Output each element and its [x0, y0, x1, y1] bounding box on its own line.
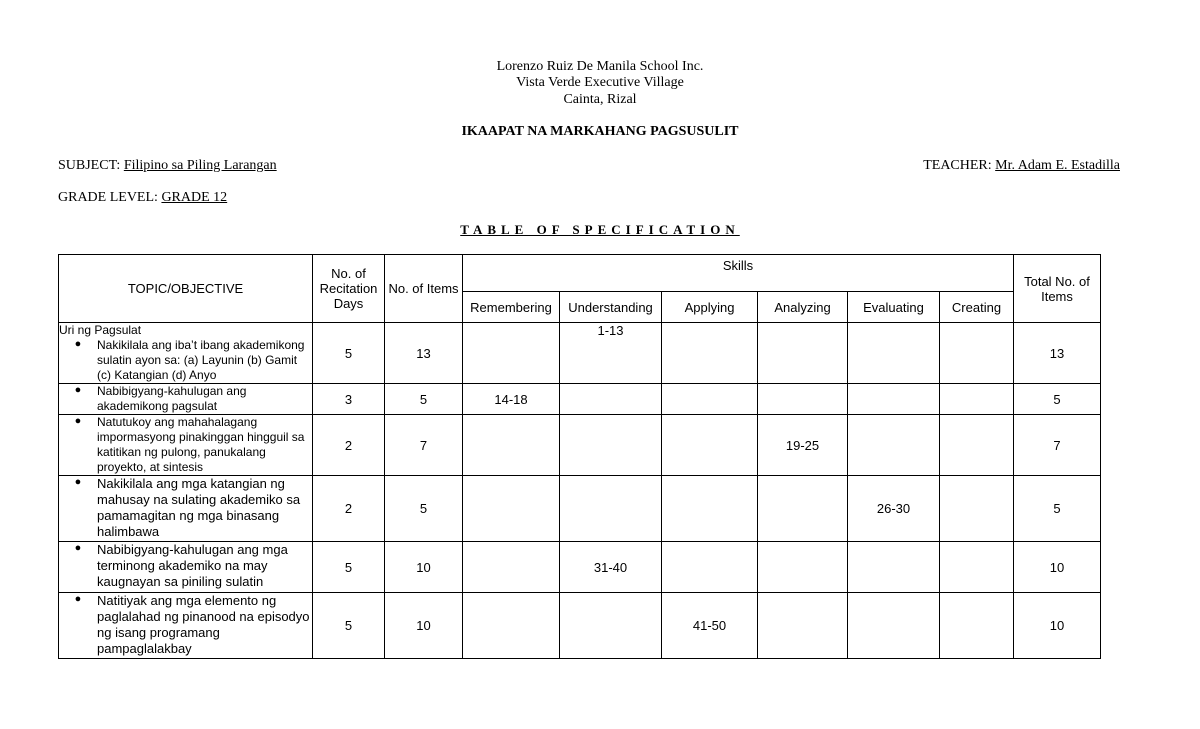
total-header: Total No. of Items [1014, 255, 1101, 323]
analyzing-cell [758, 593, 848, 659]
specification-table [58, 254, 1101, 659]
remembering-cell [463, 323, 560, 384]
topic-cell [59, 593, 313, 659]
items-header: No. of Items [385, 255, 463, 323]
topic-cell [59, 542, 313, 593]
total-cell: 13 [1014, 323, 1101, 384]
objective-text: Nabibigyang-kahulugan ang mga terminong akademiko na may kaugnayan sa piniling sulatin [97, 542, 288, 589]
objective-text: Natutukoy ang mahahalagang impormasyong pinakinggan hingguil sa katitikan ng pulong, panukalang proyekto, at sintesis [97, 415, 305, 474]
analyzing-cell: 19-25 [758, 415, 848, 476]
creating-cell [940, 593, 1014, 659]
items-cell: 10 [385, 593, 463, 659]
table-row [59, 542, 1101, 593]
days-cell: 2 [313, 476, 385, 542]
applying-header: Applying [662, 292, 758, 323]
analyzing-cell [758, 384, 848, 415]
total-cell: 10 [1014, 593, 1101, 659]
bullet-icon: ● [74, 593, 82, 605]
exam-title: IKAAPAT NA MARKAHANG PAGSUSULIT [461, 124, 739, 139]
total-cell: 10 [1014, 542, 1101, 593]
subject-field [58, 158, 277, 174]
applying-cell [662, 476, 758, 542]
grade-level-field [58, 190, 227, 206]
school-city: Cainta, Rizal [563, 92, 637, 107]
items-cell: 13 [385, 323, 463, 384]
understanding-cell: 31-40 [560, 542, 662, 593]
applying-cell [662, 323, 758, 384]
creating-cell [940, 542, 1014, 593]
remembering-cell [463, 593, 560, 659]
topic-cell [59, 415, 313, 476]
evaluating-cell [848, 323, 940, 384]
creating-header: Creating [940, 292, 1014, 323]
applying-cell: 41-50 [662, 593, 758, 659]
teacher-label: TEACHER: [923, 158, 992, 173]
table-row [59, 384, 1101, 415]
total-cell: 5 [1014, 476, 1101, 542]
bullet-icon: ● [74, 476, 82, 488]
items-cell: 5 [385, 476, 463, 542]
topic-cell [59, 476, 313, 542]
objective-text: Nakikilala ang iba’t ibang akademikong sulatin ayon sa: (a) Layunin (b) Gamit (c) Katangian (d) Anyo [97, 338, 305, 382]
teacher-value: Mr. Adam E. Estadilla [995, 158, 1120, 173]
total-cell: 5 [1014, 384, 1101, 415]
remembering-header: Remembering [463, 292, 560, 323]
creating-cell [940, 415, 1014, 476]
subject-value: Filipino sa Piling Larangan [123, 158, 277, 173]
understanding-header: Understanding [560, 292, 662, 323]
evaluating-cell [848, 384, 940, 415]
days-cell: 5 [313, 593, 385, 659]
grade-level-label: GRADE LEVEL: [58, 190, 158, 205]
teacher-field [923, 158, 1120, 174]
applying-cell [662, 415, 758, 476]
objective-text: Nakikilala ang mga katangian ng mahusay na sulating akademiko sa pamamagitan ng mga binasang halimbawa [97, 476, 301, 539]
analyzing-cell [758, 476, 848, 542]
understanding-cell [560, 384, 662, 415]
remembering-cell [463, 542, 560, 593]
days-cell: 2 [313, 415, 385, 476]
bullet-icon: ● [74, 384, 82, 396]
creating-cell [940, 476, 1014, 542]
items-cell: 7 [385, 415, 463, 476]
evaluating-cell: 26-30 [848, 476, 940, 542]
recitation-days-header: No. of Recitation Days [313, 255, 385, 323]
objective-text: Nabibigyang-kahulugan ang akademikong pagsulat [97, 384, 247, 413]
items-cell: 5 [385, 384, 463, 415]
evaluating-header: Evaluating [848, 292, 940, 323]
evaluating-cell [848, 593, 940, 659]
remembering-cell [463, 415, 560, 476]
table-row [59, 323, 1101, 384]
header-row [59, 255, 1101, 292]
total-cell: 7 [1014, 415, 1101, 476]
topic-heading: Uri ng Pagsulat [59, 323, 142, 337]
bullet-icon: ● [74, 338, 82, 350]
remembering-cell: 14-18 [463, 384, 560, 415]
skills-header: Skills [463, 255, 1014, 292]
days-cell: 3 [313, 384, 385, 415]
evaluating-cell [848, 415, 940, 476]
evaluating-cell [848, 542, 940, 593]
analyzing-header: Analyzing [758, 292, 848, 323]
table-row [59, 415, 1101, 476]
objective-text: Natitiyak ang mga elemento ng paglalahad ng pinanood na episodyo ng isang programang pampaglalakbay [97, 593, 310, 656]
school-address: Vista Verde Executive Village [516, 75, 684, 90]
topic-cell [59, 384, 313, 415]
school-name: Lorenzo Ruiz De Manila School Inc. [496, 59, 704, 74]
days-cell: 5 [313, 542, 385, 593]
applying-cell [662, 384, 758, 415]
applying-cell [662, 542, 758, 593]
analyzing-cell [758, 323, 848, 384]
table-row [59, 593, 1101, 659]
remembering-cell [463, 476, 560, 542]
bullet-icon: ● [74, 415, 82, 427]
bullet-icon: ● [74, 542, 82, 554]
creating-cell [940, 384, 1014, 415]
topic-cell [59, 323, 313, 384]
table-title: TABLE OF SPECIFICATION [460, 222, 740, 237]
understanding-cell [560, 415, 662, 476]
understanding-cell [560, 476, 662, 542]
subject-label: SUBJECT: [58, 158, 121, 173]
grade-level-value: GRADE 12 [161, 190, 228, 205]
creating-cell [940, 323, 1014, 384]
understanding-cell [560, 593, 662, 659]
days-cell: 5 [313, 323, 385, 384]
understanding-cell: 1-13 [560, 323, 662, 384]
analyzing-cell [758, 542, 848, 593]
table-row [59, 476, 1101, 542]
items-cell: 10 [385, 542, 463, 593]
topic-header: TOPIC/OBJECTIVE [59, 255, 313, 323]
